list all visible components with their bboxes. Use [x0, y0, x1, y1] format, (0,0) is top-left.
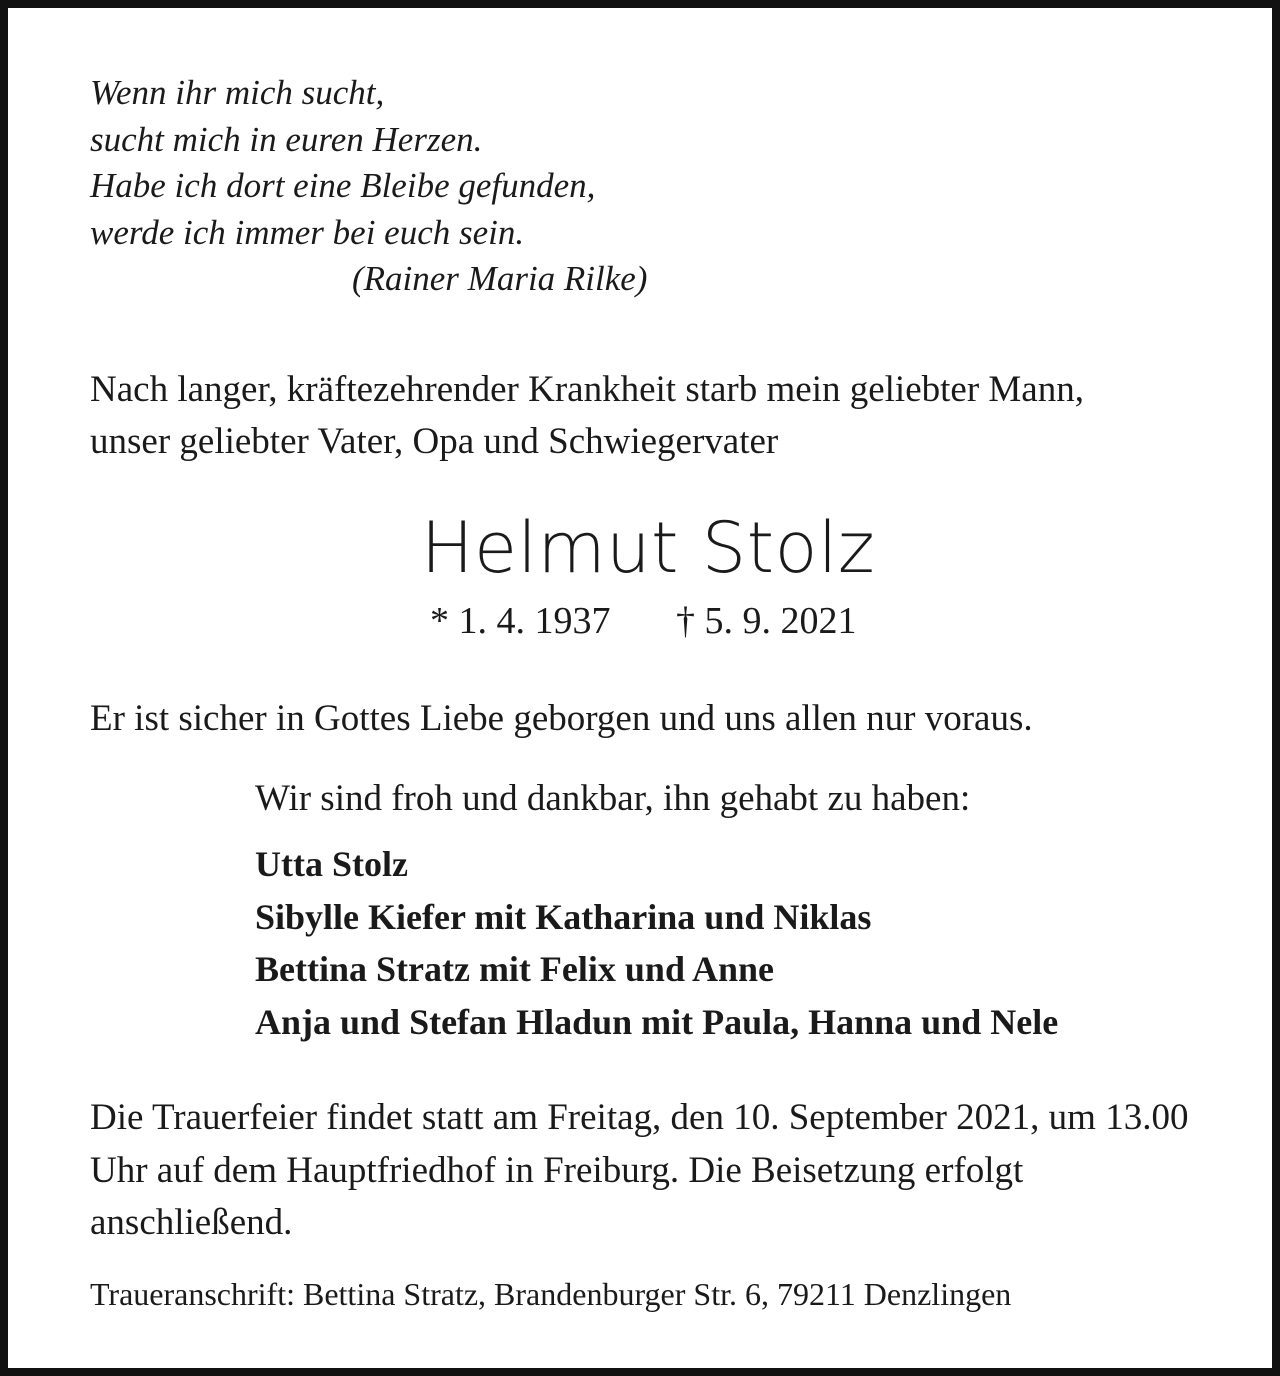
relatives-list — [255, 838, 1058, 1048]
quote-line: Habe ich dort eine Bleibe gefunden, — [90, 166, 596, 205]
relative-name: Utta Stolz — [255, 844, 408, 884]
intro-line: unser geliebter Vater, Opa und Schwiegervater — [90, 421, 779, 462]
faith-line: Er ist sicher in Gottes Liebe geborgen und uns allen nur voraus. — [90, 698, 1033, 739]
intro-line: Nach langer, kräftezehrender Krankheit starb mein geliebter Mann, — [90, 369, 1084, 410]
relative-name: Sibylle Kiefer mit Katharina und Niklas — [255, 896, 872, 937]
rilke-quote — [90, 70, 647, 303]
relative-name: Bettina Stratz mit Felix und Anne — [255, 949, 774, 989]
gratitude-line: Wir sind froh und dankbar, ihn gehabt zu haben: — [255, 778, 971, 819]
relative-name: Anja und Stefan Hladun mit Paula, Hanna und Nele — [255, 1001, 1059, 1042]
birth-date: * 1. 4. 1937 — [430, 600, 611, 642]
quote-line: werde ich immer bei euch sein. — [90, 212, 525, 252]
death-date: † 5. 9. 2021 — [676, 600, 857, 642]
deceased-name: Helmut Stolz — [420, 507, 876, 589]
life-dates — [430, 596, 857, 646]
mourning-address: Traueranschrift: Bettina Stratz, Brandenburger Str. 6, 79211 Denzlingen — [90, 1276, 1012, 1312]
quote-line: sucht mich in euren Herzen. — [90, 119, 483, 159]
funeral-details: Die Trauerfeier findet statt am Freitag, den 10. September 2021, um 13.00 Uhr auf dem Hauptfriedhof in Freiburg. Die Beisetzung erfolgt anschließend. — [90, 1097, 1189, 1243]
intro-text — [90, 364, 1084, 468]
quote-attribution: (Rainer Maria Rilke) — [352, 259, 648, 298]
quote-line: Wenn ihr mich sucht, — [90, 73, 385, 112]
